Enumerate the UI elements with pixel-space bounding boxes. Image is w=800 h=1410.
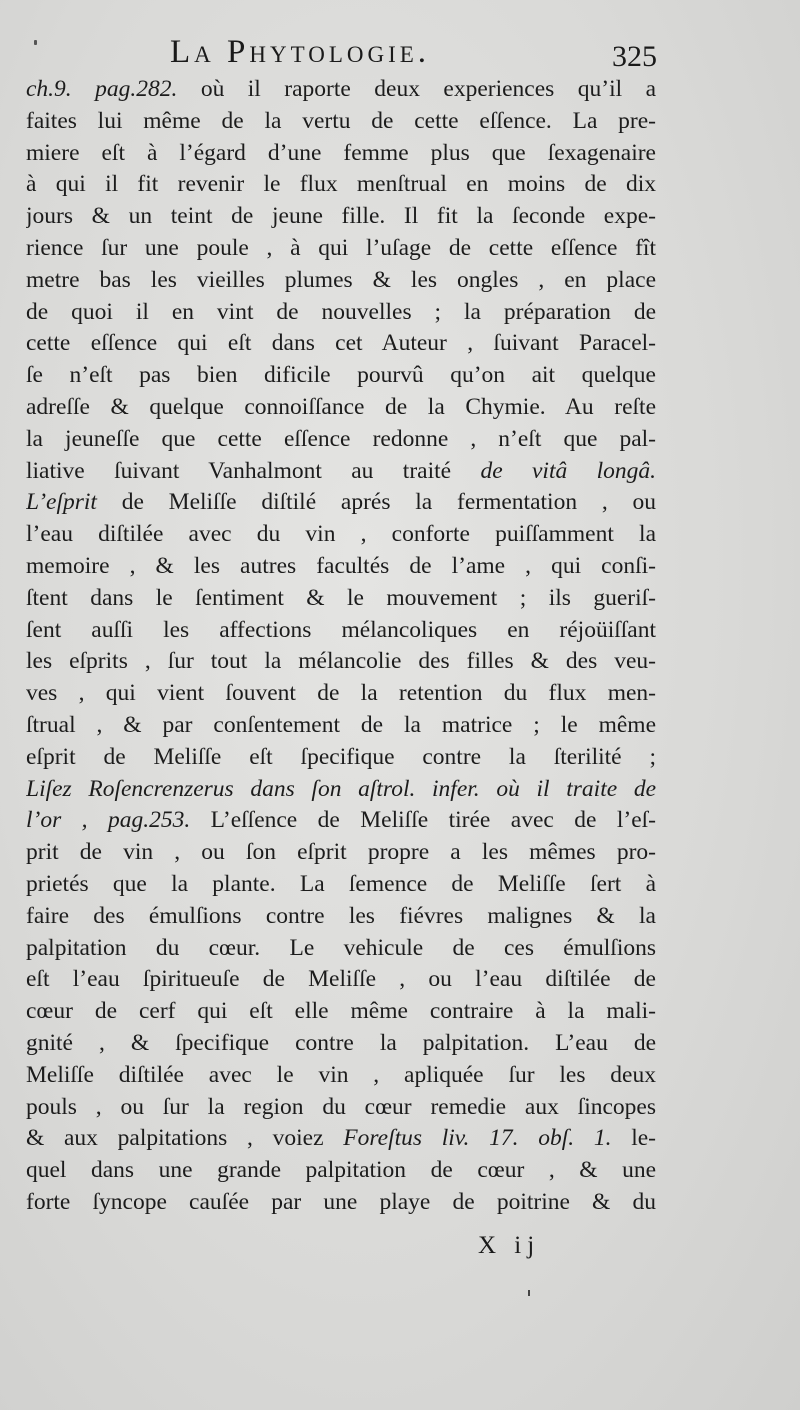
italic-segment: Liſez Roſencrenzerus dans ſon aſtrol. infer. où il traite de	[26, 775, 656, 802]
text-line	[26, 615, 656, 647]
text-line	[26, 424, 656, 456]
text-line	[26, 74, 656, 106]
text-segment: de quoi il en vint de nouvelles ; la préparation de	[26, 298, 656, 325]
text-segment: eſprit de Meliſſe eſt ſpecifique contre la ſterilité ;	[26, 743, 656, 770]
text-segment: pouls , ou ſur la region du cœur remedie aux ſincopes	[26, 1093, 656, 1120]
italic-segment: de vitâ longâ.	[480, 457, 656, 484]
text-line	[26, 551, 656, 583]
text-segment: palpitation du cœur. Le vehicule de ces émulſions	[26, 934, 656, 961]
text-line	[26, 1187, 656, 1219]
text-line	[26, 106, 656, 138]
text-line	[26, 1092, 656, 1124]
text-line	[26, 456, 656, 488]
text-line	[26, 805, 656, 837]
text-line	[26, 710, 656, 742]
text-line	[26, 901, 656, 933]
text-line	[26, 265, 656, 297]
text-line	[26, 837, 656, 869]
text-segment: ſent auſſi les affections mélancoliques en réjoüiſſant	[26, 616, 656, 643]
signature-mark: X ij	[478, 1232, 541, 1259]
text-line	[26, 1060, 656, 1092]
text-line	[26, 297, 656, 329]
text-segment: ſtrual , & par conſentement de la matrice ; le même	[26, 711, 656, 738]
italic-segment: ch.9. pag.282.	[26, 76, 178, 102]
text-segment: l’eau diſtilée avec du vin , conforte puiſſamment la	[26, 521, 656, 548]
text-segment: les eſprits , ſur tout la mélancolie des filles & des veu-	[26, 648, 656, 675]
text-segment: liative ſuivant Vanhalmont au traité	[26, 457, 481, 484]
text-segment: ſtent dans le ſentiment & le mouvement ; ils gueriſ-	[26, 584, 656, 611]
text-line	[26, 742, 656, 774]
text-segment: rience ſur une poule , à qui l’uſage de cette eſſence fît	[26, 234, 656, 261]
text-segment: la jeuneſſe que cette eſſence redonne , n’eſt que pal-	[26, 425, 656, 452]
text-line	[26, 328, 656, 360]
text-segment: cette eſſence qui eſt dans cet Auteur , ſuivant Paracel-	[26, 330, 656, 357]
text-line	[26, 933, 656, 965]
text-segment: gnité , & ſpecifique contre la palpitation. L’eau de	[26, 1029, 656, 1056]
text-segment: quel dans une grande palpitation de cœur , & une	[26, 1157, 656, 1184]
text-segment: le-	[611, 1125, 656, 1152]
text-line	[26, 487, 656, 519]
text-segment: faire des émulſions contre les fiévres malignes & la	[26, 902, 656, 929]
running-title: La Phytologie.	[170, 34, 431, 70]
text-segment: faites lui même de la vertu de cette eſſence. La pre-	[26, 107, 656, 134]
text-segment: L’eſſence de Meliſſe tirée avec de l’eſ-	[190, 807, 656, 834]
text-segment: ves , qui vient ſouvent de la retention du flux men-	[26, 680, 656, 707]
text-line	[26, 169, 656, 201]
text-segment: Meliſſe diſtilée avec le vin , apliquée ſur les deux	[26, 1061, 656, 1088]
text-segment: & aux palpitations , voiez	[26, 1125, 344, 1152]
text-line	[26, 1028, 656, 1060]
text-line	[26, 360, 656, 392]
italic-segment: Foreſtus liv. 17. obſ. 1.	[343, 1125, 612, 1152]
text-line	[26, 869, 656, 901]
text-segment: eſt l’eau ſpiritueuſe de Meliſſe , ou l’eau diſtilée de	[26, 966, 656, 993]
text-segment: jours & un teint de jeune fille. Il fit la ſeconde expe-	[26, 203, 656, 230]
text-segment: où il raporte deux experiences qu’il a	[177, 76, 656, 102]
text-segment: ſe n’eſt pas bien dificile pourvû qu’on ait quelque	[26, 362, 656, 389]
text-segment: prit de vin , ou ſon eſprit propre a les mêmes pro-	[26, 839, 656, 866]
page-number: 325	[612, 40, 657, 73]
text-segment: à qui il fit revenir le flux menſtrual en moins de dix	[26, 171, 656, 198]
text-segment: prietés que la plante. La ſemence de Meliſſe ſert à	[26, 870, 656, 897]
running-head	[0, 32, 800, 78]
text-segment: memoire , & les autres facultés de l’ame , qui conſi-	[26, 552, 656, 579]
italic-segment: L’eſprit	[26, 489, 97, 516]
text-line	[26, 1155, 656, 1187]
text-line	[26, 201, 656, 233]
text-line	[26, 678, 656, 710]
text-segment: adreſſe & quelque connoiſſance de la Chymie. Au reſte	[26, 393, 656, 420]
body-text	[26, 74, 656, 1219]
text-segment: forte ſyncope cauſée par une playe de poitrine & du	[26, 1188, 656, 1215]
italic-segment: l’or , pag.253.	[26, 807, 191, 834]
text-line	[26, 996, 656, 1028]
text-line	[26, 964, 656, 996]
text-segment: cœur de cerf qui eſt elle même contraire à la mali-	[26, 998, 656, 1025]
text-line	[26, 519, 656, 551]
text-segment: miere eſt à l’égard d’une femme plus que ſexagenaire	[26, 139, 656, 166]
text-line	[26, 774, 656, 806]
text-segment: de Meliſſe diſtilé aprés la fermentation , ou	[96, 489, 656, 516]
text-line	[26, 646, 656, 678]
text-line	[26, 233, 656, 265]
ink-speck-bottom	[528, 1290, 530, 1296]
text-line	[26, 138, 656, 170]
text-segment: metre bas les vieilles plumes & les ongles , en place	[26, 266, 656, 293]
text-line	[26, 1123, 656, 1155]
text-line	[26, 392, 656, 424]
text-line	[26, 583, 656, 615]
